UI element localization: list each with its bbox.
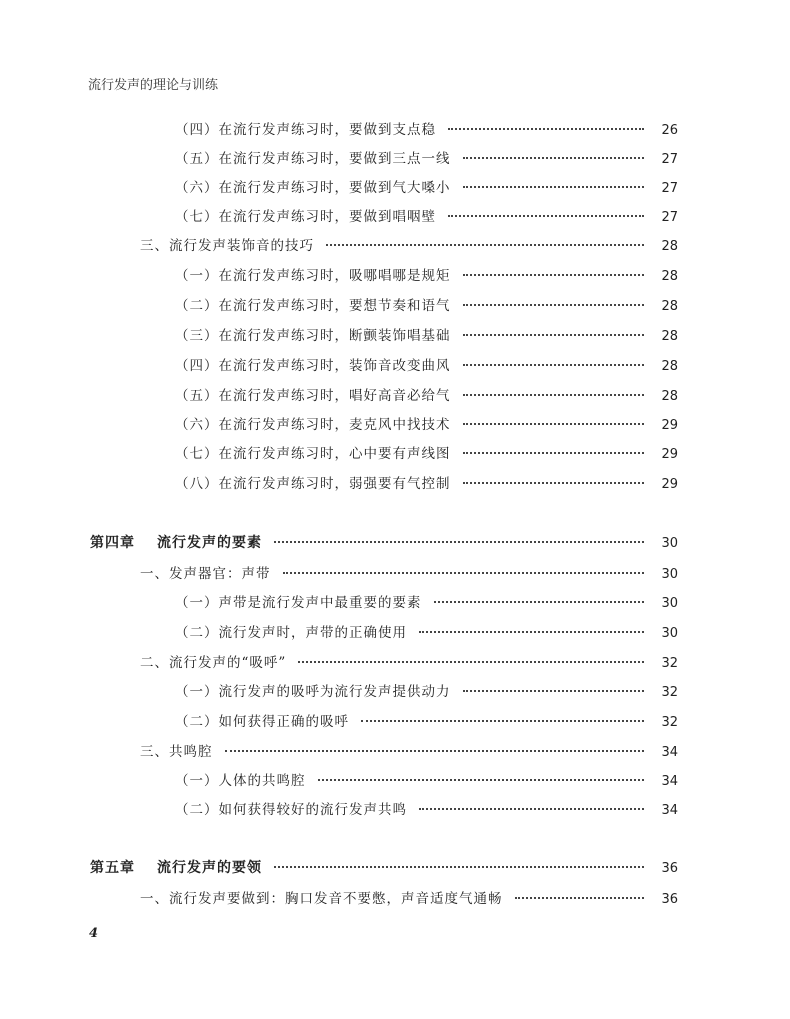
toc-section[interactable] [140, 562, 678, 584]
toc-entry[interactable] [175, 147, 678, 169]
toc-entry-title: （二）如何获得较好的流行发声共鸣 [175, 802, 407, 818]
dot-leader [463, 364, 645, 366]
toc-entry-title: （三）在流行发声练习时，断颤装饰唱基础 [175, 328, 451, 344]
dot-leader [463, 423, 645, 425]
toc-chapter-number: 第五章 [90, 860, 135, 876]
toc-entry[interactable] [175, 354, 678, 376]
toc-section-page: 36 [661, 892, 678, 907]
dot-leader [274, 866, 644, 868]
toc-section-page: 28 [661, 239, 678, 254]
toc-chapter-number: 第四章 [90, 535, 135, 551]
toc-entry-page: 30 [661, 626, 678, 641]
toc-entry-title: （一）声带是流行发声中最重要的要素 [175, 595, 422, 611]
dot-leader [419, 808, 644, 810]
toc-entry-title: （一）人体的共鸣腔 [175, 773, 306, 789]
toc-entry[interactable] [175, 769, 678, 791]
toc-section-title: 三、流行发声装饰音的技巧 [140, 238, 314, 254]
toc-entry-page: 28 [661, 329, 678, 344]
dot-leader [463, 334, 645, 336]
toc-section-title: 三、共鸣腔 [140, 744, 213, 760]
dot-leader [448, 128, 644, 130]
toc-entry-title: （四）在流行发声练习时，装饰音改变曲风 [175, 358, 451, 374]
toc-section-page: 34 [661, 745, 678, 760]
dot-leader [463, 304, 645, 306]
toc-entry-title: （二）如何获得正确的吸呼 [175, 714, 349, 730]
toc-entry-page: 28 [661, 269, 678, 284]
toc-entry[interactable] [175, 294, 678, 316]
toc-entry-title: （四）在流行发声练习时，要做到支点稳 [175, 122, 436, 138]
toc-entry-page: 27 [661, 210, 678, 225]
dot-leader [463, 394, 645, 396]
toc-section-page: 32 [661, 656, 678, 671]
toc-entry-title: （六）在流行发声练习时，麦克风中找技术 [175, 417, 451, 433]
toc-entry-title: （八）在流行发声练习时，弱强要有气控制 [175, 476, 451, 492]
toc-section-title: 二、流行发声的“吸呼” [140, 655, 287, 671]
toc-entry-page: 30 [661, 596, 678, 611]
toc-section[interactable] [140, 887, 678, 909]
toc-entry-page: 29 [661, 447, 678, 462]
toc-entry-page: 32 [661, 685, 678, 700]
toc-entry-title: （五）在流行发声练习时，唱好高音必给气 [175, 388, 451, 404]
toc-section[interactable] [140, 234, 678, 256]
toc-entry-page: 29 [661, 477, 678, 492]
dot-leader [463, 690, 645, 692]
toc-entry[interactable] [175, 442, 678, 464]
toc-entry[interactable] [175, 710, 678, 732]
dot-leader [318, 779, 645, 781]
toc-entry[interactable] [175, 621, 678, 643]
running-header: 流行发声的理论与训练 [88, 78, 219, 93]
toc-chapter[interactable] [90, 532, 678, 554]
toc-entry[interactable] [175, 472, 678, 494]
dot-leader [463, 482, 645, 484]
toc-entry[interactable] [175, 205, 678, 227]
toc-entry[interactable] [175, 264, 678, 286]
toc-chapter[interactable] [90, 857, 678, 879]
toc-entry[interactable] [175, 798, 678, 820]
toc-section[interactable] [140, 740, 678, 762]
dot-leader [274, 541, 644, 543]
dot-leader [298, 661, 644, 663]
toc-entry[interactable] [175, 324, 678, 346]
dot-leader [419, 631, 644, 633]
toc-section-page: 30 [661, 567, 678, 582]
dot-leader [463, 186, 645, 188]
toc-entry-page: 29 [661, 418, 678, 433]
toc-entry-title: （六）在流行发声练习时，要做到气大嗓小 [175, 180, 451, 196]
toc-chapter-title: 流行发声的要素 [157, 535, 262, 551]
dot-leader [463, 452, 645, 454]
toc-section[interactable] [140, 651, 678, 673]
toc-chapter-title: 流行发声的要领 [157, 860, 262, 876]
toc-entry-page: 26 [661, 123, 678, 138]
toc-entry-title: （一）在流行发声练习时，吸哪唱哪是规矩 [175, 268, 451, 284]
toc-entry-page: 32 [661, 715, 678, 730]
toc-entry[interactable] [175, 118, 678, 140]
toc-entry[interactable] [175, 384, 678, 406]
toc-section-title: 一、发声器官：声带 [140, 566, 271, 582]
toc-entry[interactable] [175, 176, 678, 198]
toc-entry[interactable] [175, 680, 678, 702]
toc-entry-page: 28 [661, 389, 678, 404]
toc-section-title: 一、流行发声要做到：胸口发音不要憋，声音适度气通畅 [140, 891, 503, 907]
dot-leader [225, 750, 645, 752]
toc-entry-title: （五）在流行发声练习时，要做到三点一线 [175, 151, 451, 167]
dot-leader [463, 157, 645, 159]
page-number: 4 [89, 926, 99, 941]
dot-leader [448, 215, 644, 217]
dot-leader [434, 601, 645, 603]
toc-entry-page: 27 [661, 181, 678, 196]
toc-entry-page: 27 [661, 152, 678, 167]
toc-chapter-page: 30 [661, 536, 678, 551]
toc-entry-page: 28 [661, 359, 678, 374]
dot-leader [463, 274, 645, 276]
toc-entry-title: （二）在流行发声练习时，要想节奏和语气 [175, 298, 451, 314]
toc-entry[interactable] [175, 591, 678, 613]
toc-entry-title: （二）流行发声时，声带的正确使用 [175, 625, 407, 641]
toc-entry-title: （七）在流行发声练习时，要做到唱咽壁 [175, 209, 436, 225]
toc-entry-page: 34 [661, 774, 678, 789]
toc-chapter-page: 36 [661, 861, 678, 876]
dot-leader [515, 897, 645, 899]
toc-entry-title: （七）在流行发声练习时，心中要有声线图 [175, 446, 451, 462]
toc-entry-page: 28 [661, 299, 678, 314]
toc-entry-page: 34 [661, 803, 678, 818]
dot-leader [361, 720, 644, 722]
toc-entry[interactable] [175, 413, 678, 435]
toc-entry-title: （一）流行发声的吸呼为流行发声提供动力 [175, 684, 451, 700]
dot-leader [326, 244, 644, 246]
dot-leader [283, 572, 645, 574]
